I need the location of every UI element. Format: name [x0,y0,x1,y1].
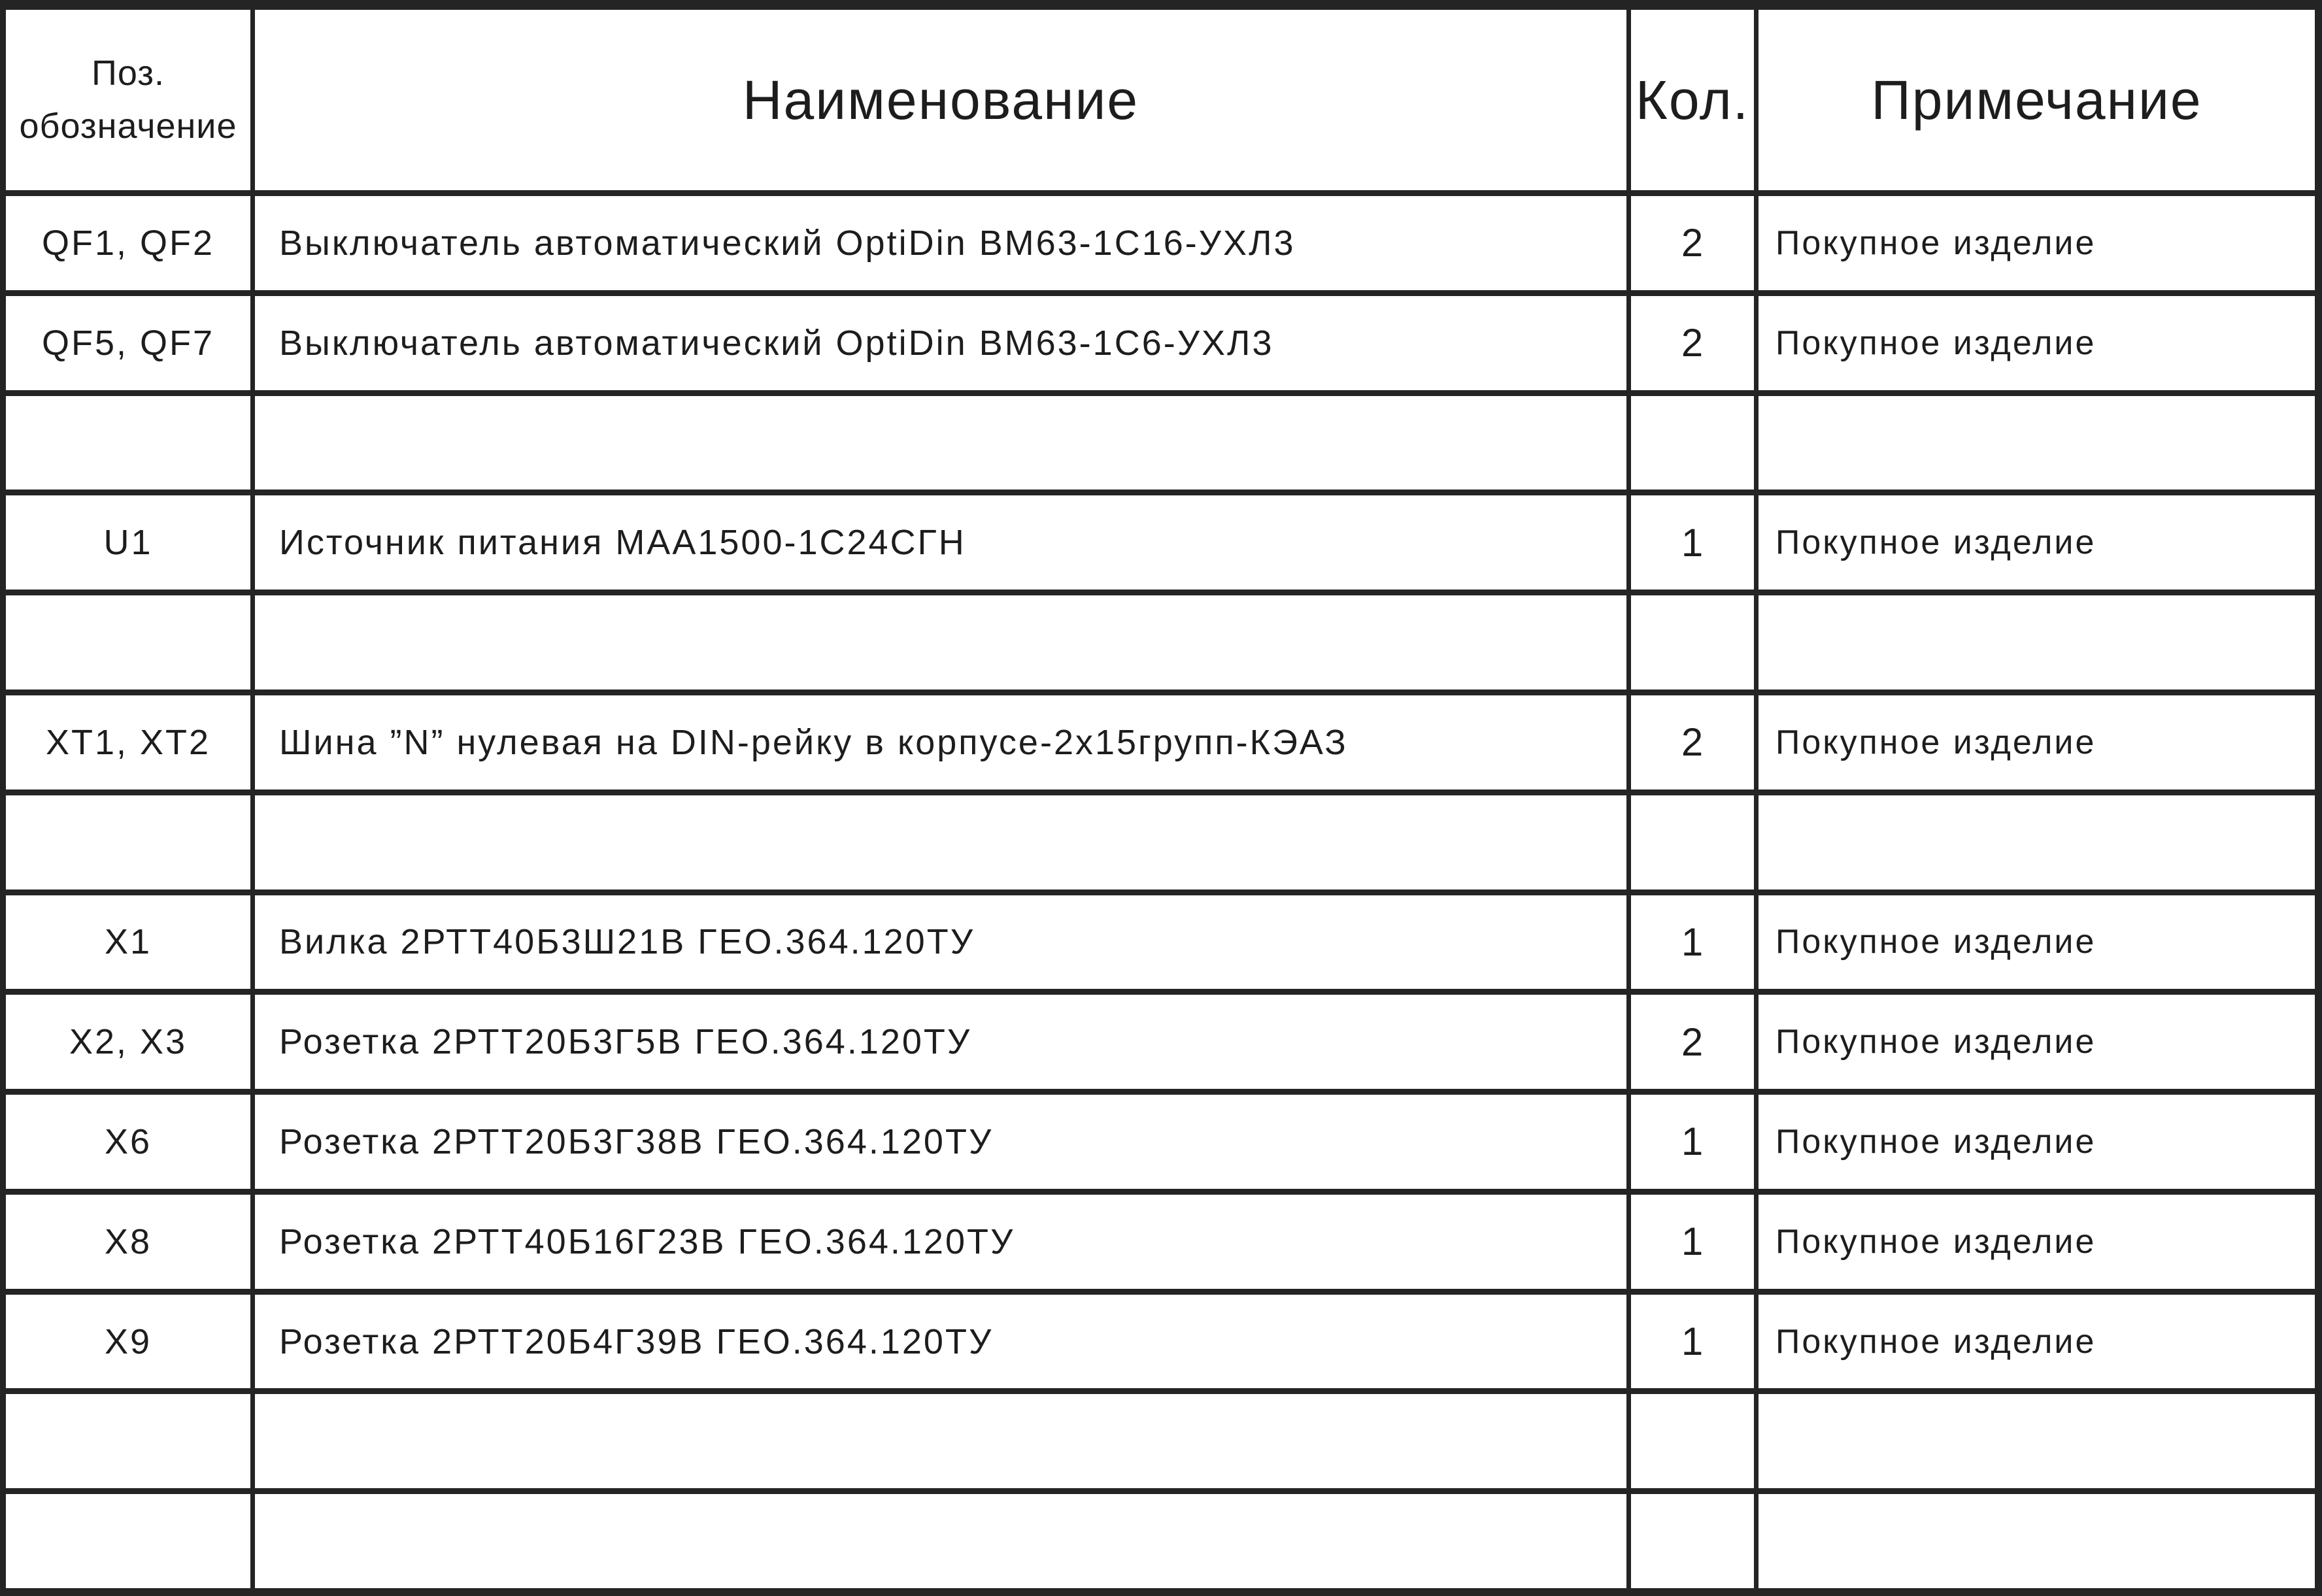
row-quantity-cell: 2 [1631,196,1754,290]
row-item-name-cell: Розетка 2РТТ20Б4Г39В ГЕО.364.120ТУ [255,1295,1626,1389]
col-header-note: Примечание [1758,10,2315,190]
row-item-name-cell: Розетка 2РТТ40Б16Г23В ГЕО.364.120ТУ [255,1195,1626,1289]
row-item-name-cell [255,795,1626,889]
col-header-position-line1: Поз. [92,54,165,93]
row-quantity-cell: 2 [1631,995,1754,1089]
row-quantity-cell [1631,1494,1754,1588]
row-note-cell [1758,795,2315,889]
row-note-cell: Покупное изделие [1758,495,2315,590]
row-quantity-cell [1631,595,1754,690]
row-quantity-cell: 2 [1631,695,1754,790]
row-note-cell: Покупное изделие [1758,895,2315,989]
row-pos-designator-cell: QF1, QF2 [6,196,250,290]
row-quantity-cell [1631,795,1754,889]
row-pos-designator-cell [6,396,250,490]
row-note-cell: Покупное изделие [1758,296,2315,390]
col-header-name: Наименование [255,10,1626,190]
row-note-cell [1758,595,2315,690]
row-quantity-cell: 1 [1631,1095,1754,1189]
row-pos-designator-cell [6,1494,250,1588]
row-quantity-cell: 2 [1631,296,1754,390]
row-pos-designator-cell: XT1, XT2 [6,695,250,790]
row-note-cell: Покупное изделие [1758,995,2315,1089]
row-quantity-cell [1631,1394,1754,1488]
col-header-position-line2: обозначение [19,107,237,146]
col-header-position-designator [6,10,250,190]
row-item-name-cell: Розетка 2РТТ20Б3Г38В ГЕО.364.120ТУ [255,1095,1626,1189]
row-pos-designator-cell: X8 [6,1195,250,1289]
row-pos-designator-cell [6,795,250,889]
row-item-name-cell [255,1394,1626,1488]
row-item-name-cell: Источник питания МАА1500-1С24СГН [255,495,1626,590]
col-header-quantity: Кол. [1631,10,1754,190]
row-item-name-cell [255,595,1626,690]
row-pos-designator-cell: X2, X3 [6,995,250,1089]
row-pos-designator-cell: X1 [6,895,250,989]
row-note-cell: Покупное изделие [1758,1295,2315,1389]
row-quantity-cell: 1 [1631,1295,1754,1389]
row-note-cell [1758,396,2315,490]
row-pos-designator-cell [6,1394,250,1488]
row-quantity-cell: 1 [1631,1195,1754,1289]
row-pos-designator-cell: X6 [6,1095,250,1189]
row-item-name-cell [255,1494,1626,1588]
row-item-name-cell: Розетка 2РТТ20Б3Г5В ГЕО.364.120ТУ [255,995,1626,1089]
row-note-cell [1758,1394,2315,1488]
row-item-name-cell: Вилка 2РТТ40Б3Ш21В ГЕО.364.120ТУ [255,895,1626,989]
row-item-name-cell: Выключатель автоматический OptiDin ВМ63-1С16-УХЛ3 [255,196,1626,290]
row-note-cell: Покупное изделие [1758,695,2315,790]
row-pos-designator-cell: X9 [6,1295,250,1389]
row-note-cell: Покупное изделие [1758,196,2315,290]
row-note-cell: Покупное изделие [1758,1195,2315,1289]
row-quantity-cell: 1 [1631,895,1754,989]
row-quantity-cell: 1 [1631,495,1754,590]
row-item-name-cell [255,396,1626,490]
row-item-name-cell: Шина ”N” нулевая на DIN-рейку в корпусе-2х15групп-КЭАЗ [255,695,1626,790]
row-item-name-cell: Выключатель автоматический OptiDin ВМ63-1С6-УХЛ3 [255,296,1626,390]
row-note-cell [1758,1494,2315,1588]
row-pos-designator-cell [6,595,250,690]
row-note-cell: Покупное изделие [1758,1095,2315,1189]
row-pos-designator-cell: QF5, QF7 [6,296,250,390]
row-pos-designator-cell: U1 [6,495,250,590]
row-quantity-cell [1631,396,1754,490]
